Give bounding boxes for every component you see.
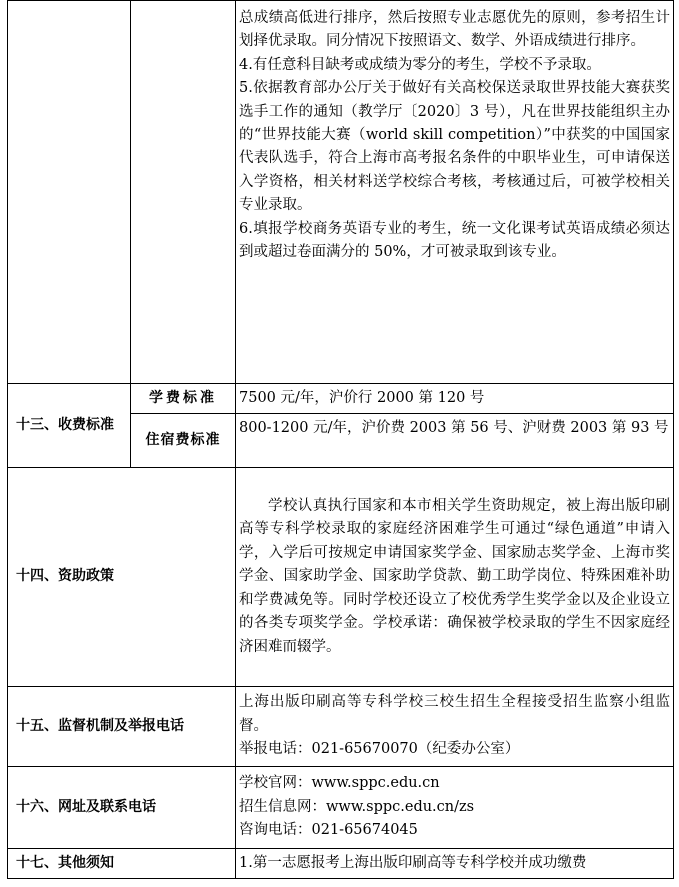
supervision-content: [236, 687, 674, 767]
admission-rules-para-1: 总成绩高低进行排序，然后按照专业志愿优先的原则，参考招生计划择优录取。同分情况下按照语文、数学、外语成绩进行排序。: [239, 10, 670, 50]
tuition-label: 学费标准: [131, 384, 236, 414]
empty-sublabel-cell: [131, 1, 236, 384]
admission-rules-content: [236, 1, 674, 384]
empty-label-cell: [8, 1, 131, 384]
admission-rules-row: [8, 1, 674, 384]
supervision-text: 上海出版印刷高等专科学校三校生招生全程接受招生监察小组监督。: [239, 694, 670, 734]
school-website: 学校官网：www.sppc.edu.cn: [239, 775, 440, 792]
admission-rules-para-4: 6.填报学校商务英语专业的考生，统一文化课考试英语成绩必须达到或超过卷面满分的 50%，才可被录取到该专业。: [239, 220, 670, 261]
admission-rules-para-3: 5.依据教育部办公厅关于做好有关高校保送录取世界技能大赛获奖选手工作的通知（教学厅〔2020〕3 号），凡在世界技能组织主办的“世界技能大赛（world skill competition）”中获奖的中国国家代表队选手，符合上海市高考报名条件的中职毕业生，可申请保送入学资格，相关材料送学校综合考核，考核通过后，可被学校相关专业录取。: [239, 80, 670, 214]
admission-rules-para-2: 4.有任意科目缺考或成绩为零分的考生，学校不予录取。: [239, 56, 601, 73]
aid-policy-text: 学校认真执行国家和本市相关学生资助规定，被上海出版印刷高等专科学校录取的家庭经济困难学生可通过“绿色通道”申请入学，入学后可按规定申请国家奖学金、国家励志奖学金、上海市奖学金、国家助学金、国家助学贷款、勤工助学岗位、特殊困难补助和学费减免等。同时学校还设立了校优秀学生奖学金以及企业设立的各类专项奖学金。学校承诺：确保被学校录取的学生不因家庭经济困难而辍学。: [236, 468, 674, 687]
supervision-section-label: 十五、监督机制及举报电话: [8, 687, 236, 767]
aid-section-label: 十四、资助政策: [8, 468, 236, 687]
contact-row: [8, 767, 674, 849]
inquiry-phone: 咨询电话：021-65674045: [239, 822, 418, 839]
lodging-label: 住宿费标准: [131, 414, 236, 468]
contact-section-label: 十六、网址及联系电话: [8, 767, 236, 849]
fees-section-label: 十三、收费标准: [8, 384, 131, 468]
supervision-row: [8, 687, 674, 767]
other-section-label: 十七、其他须知: [8, 849, 236, 879]
lodging-value: 800-1200 元/年，沪价费 2003 第 56 号、沪财费 2003 第 93 号: [236, 414, 674, 468]
fees-tuition-row: [8, 384, 674, 414]
admissions-info-table: [7, 0, 674, 879]
contact-content: [236, 767, 674, 849]
other-notes-text: 1.第一志愿报考上海出版印刷高等专科学校并成功缴费: [236, 849, 674, 879]
tuition-value: 7500 元/年，沪价行 2000 第 120 号: [236, 384, 674, 414]
admissions-website: 招生信息网：www.sppc.edu.cn/zs: [239, 798, 475, 815]
other-notes-row: [8, 849, 674, 879]
report-phone: 举报电话：021-65670070（纪委办公室）: [239, 741, 520, 758]
aid-policy-row: [8, 468, 674, 687]
